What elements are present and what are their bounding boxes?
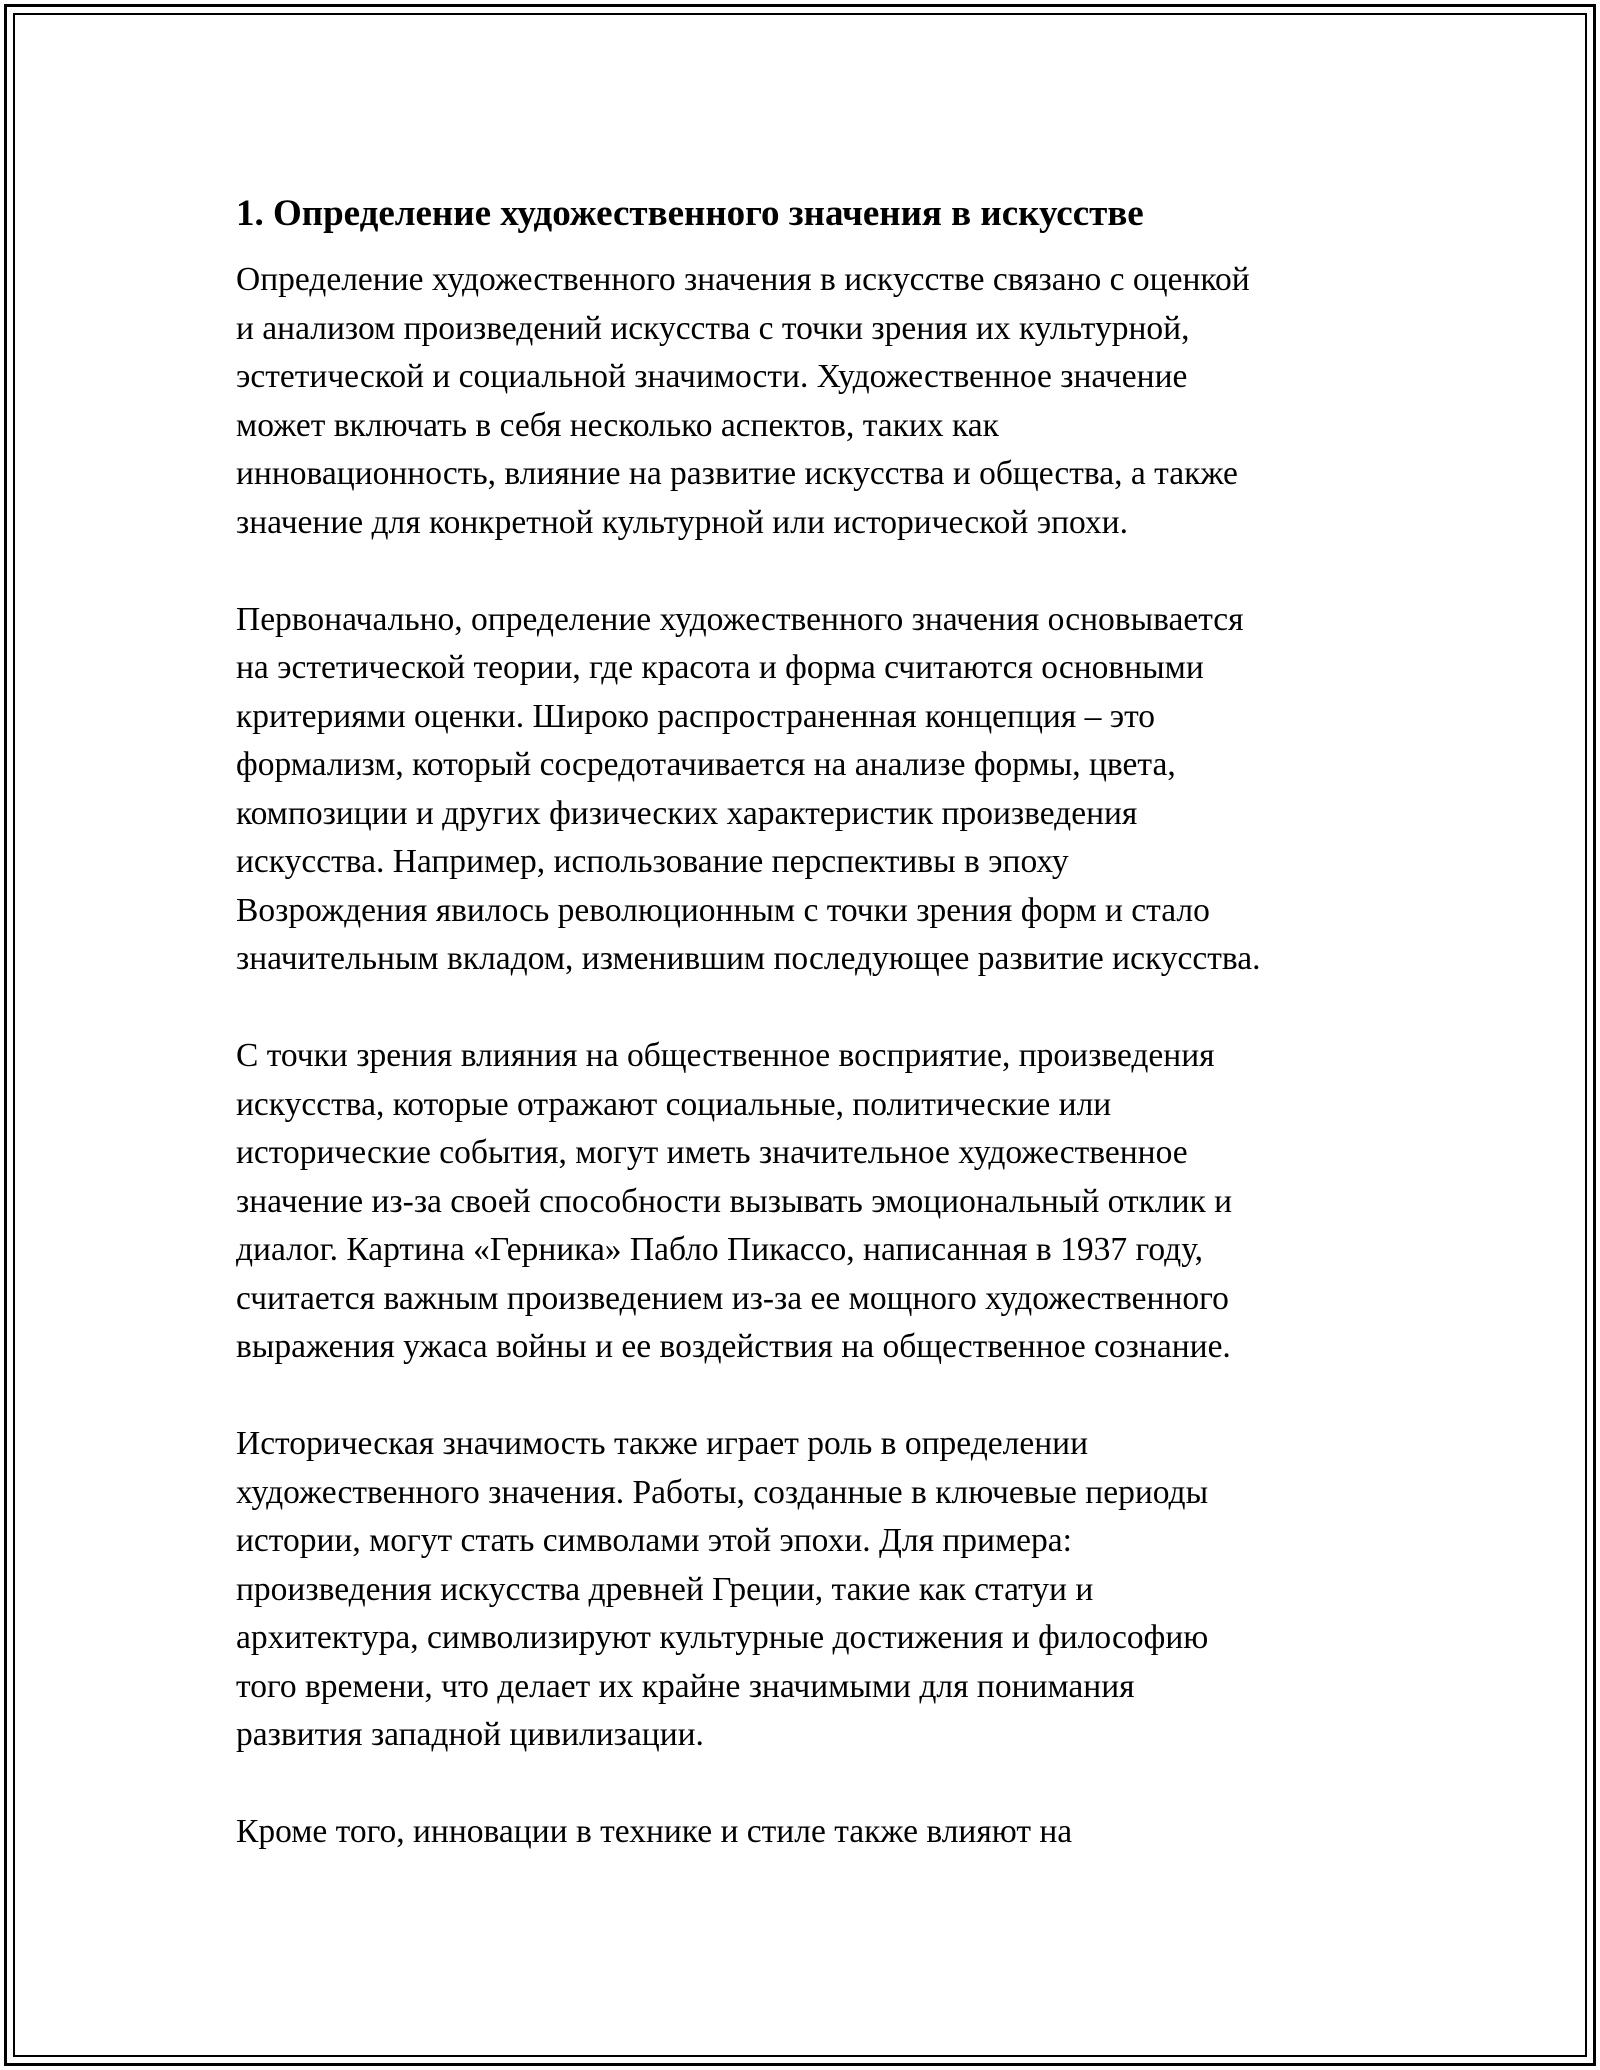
- paragraph-line: Возрождения явилось революционным с точки зрения форм и стало: [236, 891, 1210, 929]
- paragraph-line: может включать в себя несколько аспектов, таких как: [236, 406, 999, 444]
- paragraph-line: истории, могут стать символами этой эпохи. Для примера:: [236, 1522, 1072, 1559]
- paragraph-line: Историческая значимость также играет роль в определении: [236, 1425, 1089, 1462]
- paragraph: [236, 596, 1376, 984]
- paragraph-line: эстетической и социальной значимости. Художественное значение: [236, 358, 1188, 395]
- paragraph: [236, 1420, 1376, 1760]
- paragraph-line: композиции и других физических характеристик произведения: [236, 794, 1138, 832]
- paragraph-line: искусства. Например, использование перспективы в эпоху: [236, 843, 1069, 880]
- paragraph-line: художественного значения. Работы, созданные в ключевые периоды: [236, 1473, 1209, 1511]
- document-body: [236, 186, 1376, 1905]
- paragraph-line: критериями оценки. Широко распространенная концепция – это: [236, 697, 1156, 735]
- paragraph: [236, 256, 1376, 547]
- paragraph-line: инновационность, влияние на развитие искусства и общества, а также: [236, 455, 1238, 492]
- paragraph-line: Первоначально, определение художественного значения основывается: [236, 600, 1244, 638]
- paragraph-line: выражения ужаса войны и ее воздействия на общественное сознание.: [236, 1328, 1231, 1365]
- paragraphs-container: [236, 256, 1376, 1857]
- paragraph: [236, 1808, 1376, 1857]
- paragraph: [236, 1032, 1376, 1372]
- paragraph-line: Кроме того, инновации в технике и стиле также влияют на: [236, 1813, 1073, 1850]
- paragraph-line: искусства, которые отражают социальные, политические или: [236, 1085, 1112, 1123]
- paragraph-line: диалог. Картина «Герника» Пабло Пикассо, написанная в 1937 году,: [236, 1231, 1203, 1268]
- paragraph-line: развития западной цивилизации.: [236, 1716, 704, 1753]
- paragraph-line: значение из-за своей способности вызывать эмоциональный отклик и: [236, 1182, 1233, 1220]
- paragraph-line: того времени, что делает их крайне значимыми для понимания: [236, 1667, 1135, 1705]
- paragraph-line: С точки зрения влияния на общественное восприятие, произведения: [236, 1037, 1215, 1074]
- paragraph-line: Определение художественного значения в искусстве связано с оценкой: [236, 261, 1250, 298]
- section-heading: 1. Определение художественного значения в искусстве: [236, 193, 1144, 234]
- paragraph-line: значение для конкретной культурной или исторической эпохи.: [236, 503, 1128, 541]
- paragraph-line: архитектура, символизируют культурные достижения и философию: [236, 1619, 1209, 1656]
- paragraph-line: формализм, который сосредотачивается на анализе формы, цвета,: [236, 746, 1176, 783]
- paragraph-line: произведения искусства древней Греции, такие как статуи и: [236, 1570, 1094, 1608]
- paragraph-line: считается важным произведением из-за ее мощного художественного: [236, 1279, 1229, 1317]
- paragraph-line: значительным вкладом, изменившим последующее развитие искусства.: [236, 940, 1261, 977]
- paragraph-line: на эстетической теории, где красота и форма считаются основными: [236, 649, 1204, 686]
- paragraph-line: и анализом произведений искусства с точки зрения их культурной,: [236, 309, 1190, 347]
- paragraph-line: исторические события, могут иметь значительное художественное: [236, 1134, 1188, 1171]
